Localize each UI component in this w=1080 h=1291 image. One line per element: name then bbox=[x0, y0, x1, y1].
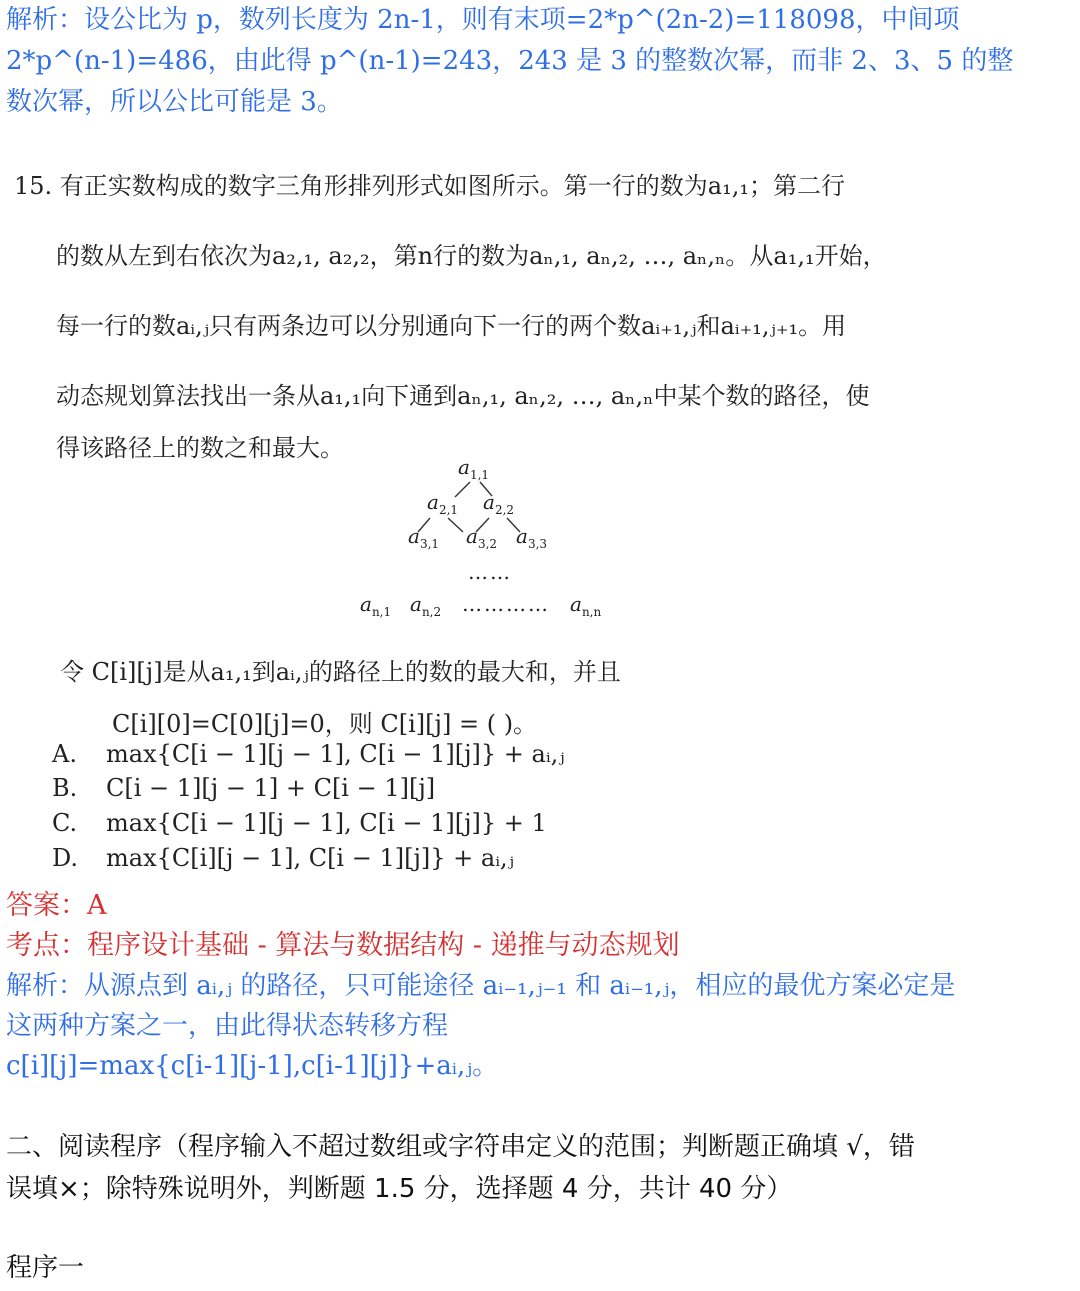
triangle-ann: $a_{n,n}$ bbox=[570, 592, 602, 619]
answer-line: 答案：A bbox=[6, 890, 107, 921]
analysis-line-2: 2*p^(n-1)=486，由此得 p^(n-1)=243，243 是 3 的整数次幂，而非 2、3、5 的整 bbox=[6, 46, 1014, 76]
triangle-an1: $a_{n,1}$ bbox=[360, 592, 392, 619]
triangle-a32: $a_{3,2}$ bbox=[466, 524, 498, 551]
question-15-line-1: 15. 有正实数构成的数字三角形排列形式如图所示。第一行的数为a₁,₁；第二行 bbox=[14, 172, 845, 200]
condition-line-1: 令 C[i][j]是从a₁,₁到aᵢ,ⱼ的路径上的数的最大和，并且 bbox=[60, 658, 621, 686]
question-15-line-2: 的数从左到右依次为a₂,₁, a₂,₂，第n行的数为aₙ,₁, aₙ,₂, …, aₙ,ₙ。从a₁,₁开始， bbox=[56, 242, 887, 270]
option-c: C. max{C[i − 1][j − 1], C[i − 1][j]} + 1 bbox=[52, 809, 547, 837]
program-one-heading: 程序一 bbox=[6, 1253, 85, 1283]
triangle-an2: $a_{n,2}$ bbox=[410, 592, 442, 619]
question-15-line-5: 得该路径上的数之和最大。 bbox=[56, 434, 344, 462]
section-2-line-2: 误填×；除特殊说明外，判断题 1.5 分，选择题 4 分，共计 40 分） bbox=[6, 1174, 793, 1204]
triangle-bottom-dots: ………… bbox=[462, 592, 550, 616]
triangle-a33: $a_{3,3}$ bbox=[516, 524, 548, 551]
triangle-a11: $a_{1,1}$ bbox=[458, 455, 490, 482]
option-d: D. max{C[i][j − 1], C[i − 1][j]} + aᵢ,ⱼ bbox=[52, 844, 515, 872]
question-15-line-4: 动态规划算法找出一条从a₁,₁向下通到aₙ,₁, aₙ,₂, …, aₙ,ₙ中某个数的路径，使 bbox=[56, 382, 870, 410]
option-b: B. C[i − 1][j − 1] + C[i − 1][j] bbox=[52, 774, 436, 802]
analysis-line-3: 数次幂，所以公比可能是 3。 bbox=[6, 87, 343, 117]
edge-21-32 bbox=[448, 518, 463, 532]
topic-line: 考点：程序设计基础 - 算法与数据结构 - 递推与动态规划 bbox=[6, 930, 680, 961]
section-2-line-1: 二、阅读程序（程序输入不超过数组或字符串定义的范围；判断题正确填 √，错 bbox=[6, 1132, 915, 1162]
analysis2-line-2: 这两种方案之一，由此得状态转移方程 bbox=[6, 1011, 449, 1041]
condition-line-2: C[i][0]=C[0][j]=0，则 C[i][j] = ( )。 bbox=[112, 710, 538, 738]
triangle-a22: $a_{2,2}$ bbox=[483, 490, 515, 517]
triangle-a21: $a_{2,1}$ bbox=[427, 490, 459, 517]
option-a: A. max{C[i − 1][j − 1], C[i − 1][j]} + aᵢ,ⱼ bbox=[52, 740, 565, 768]
analysis-line-1: 解析：设公比为 p，数列长度为 2n-1，则有末项=2*p^(2n-2)=118098，中间项 bbox=[6, 5, 960, 35]
question-15-line-3: 每一行的数aᵢ,ⱼ只有两条边可以分别通向下一行的两个数aᵢ₊₁,ⱼ和aᵢ₊₁,ⱼ₊₁。用 bbox=[56, 312, 847, 340]
analysis2-line-1: 解析：从源点到 aᵢ,ⱼ 的路径，只可能途径 aᵢ₋₁,ⱼ₋₁ 和 aᵢ₋₁,ⱼ，相应的最优方案必定是 bbox=[6, 971, 956, 1001]
triangle-a31: $a_{3,1}$ bbox=[408, 524, 440, 551]
analysis2-line-3: c[i][j]=max{c[i-1][j-1],c[i-1][j]}+aᵢ,ⱼ。 bbox=[6, 1051, 499, 1081]
triangle-middle-dots: …… bbox=[468, 560, 512, 584]
